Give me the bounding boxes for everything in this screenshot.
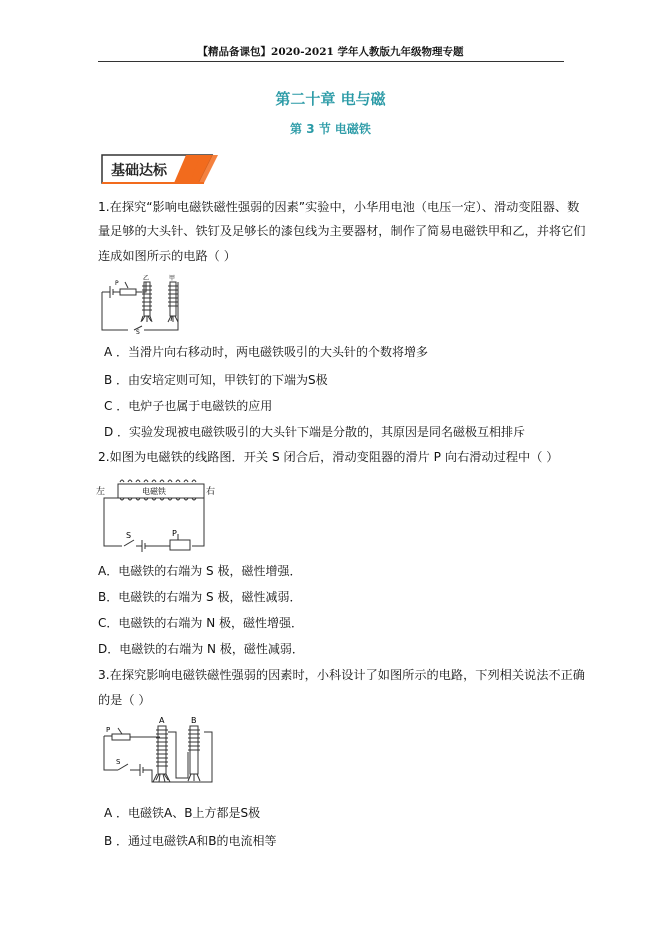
banner-label: 基础达标 (111, 163, 167, 179)
q1-line-3: 连成如图所示的电路（ ） (98, 249, 236, 263)
q2-label-s: S (126, 531, 132, 540)
q1-circuit-figure (98, 272, 193, 334)
q1-label-s: S (136, 329, 140, 336)
q1-option-b: B ．由安培定则可知，甲铁钉的下端为S极 (104, 373, 328, 387)
q3-option-a: A ．电磁铁A、B上方都是S极 (104, 806, 261, 820)
section-title: 第 3 节 电磁铁 (290, 122, 371, 136)
q1-option-c: C ．电炉子也属于电磁铁的应用 (104, 399, 273, 413)
q2-option-d: D．电磁铁的右端为 N 极，磁性减弱． (98, 642, 304, 656)
q1-option-d: D ．实验发现被电磁铁吸引的大头针下端是分散的，其原因是同名磁极互相排斥 (104, 425, 526, 439)
q2-line-1: 2.如图为电磁铁的线路图．开关 S 闭合后，滑动变阻器的滑片 P 向右滑动过程中（ ） (98, 450, 559, 464)
q2-option-b: B．电磁铁的右端为 S 极，磁性减弱． (98, 590, 302, 604)
q3-option-b: B ．通过电磁铁A和B的电流相等 (104, 834, 277, 848)
q3-label-a: A (159, 716, 165, 725)
q2-label-left: 左 (96, 487, 106, 497)
q1-label-jia: 甲 (169, 275, 176, 282)
q2-circuit-figure (98, 472, 218, 552)
q3-circuit-figure (100, 714, 215, 794)
q1-line-2: 量足够的大头针、铁钉及足够长的漆包线为主要器材，制作了简易电磁铁甲和乙，并将它们 (98, 224, 586, 238)
q1-label-p: P (115, 280, 119, 287)
q2-label-right: 右 (206, 487, 216, 497)
q2-option-a: A．电磁铁的右端为 S 极，磁性增强． (98, 564, 302, 578)
q3-line-2: 的是（ ） (98, 693, 151, 707)
q3-label-s: S (116, 758, 121, 766)
q2-option-c: C．电磁铁的右端为 N 极，磁性增强． (98, 616, 303, 630)
q2-label-p: P (172, 529, 177, 538)
q3-line-1: 3.在探究影响电磁铁磁性强弱的因素时，小科设计了如图所示的电路，下列相关说法不正确 (98, 668, 585, 682)
page-header: 【精品备课包】2020-2021 学年人教版九年级物理专题 (197, 46, 464, 58)
header-rule (98, 61, 564, 62)
q1-option-a: A ．当滑片向右移动时，两电磁铁吸引的大头针的个数将增多 (104, 345, 429, 359)
q3-label-b: B (191, 716, 197, 725)
q1-line-1: 1.在探究“影响电磁铁磁性强弱的因素”实验中，小华用电池（电压一定）、滑动变阻器、数 (98, 200, 580, 214)
chapter-title: 第二十章 电与磁 (275, 90, 386, 108)
q2-label-magnet: 电磁铁 (142, 487, 166, 496)
q3-label-p: P (106, 726, 111, 734)
q1-label-yi: 乙 (143, 275, 150, 282)
